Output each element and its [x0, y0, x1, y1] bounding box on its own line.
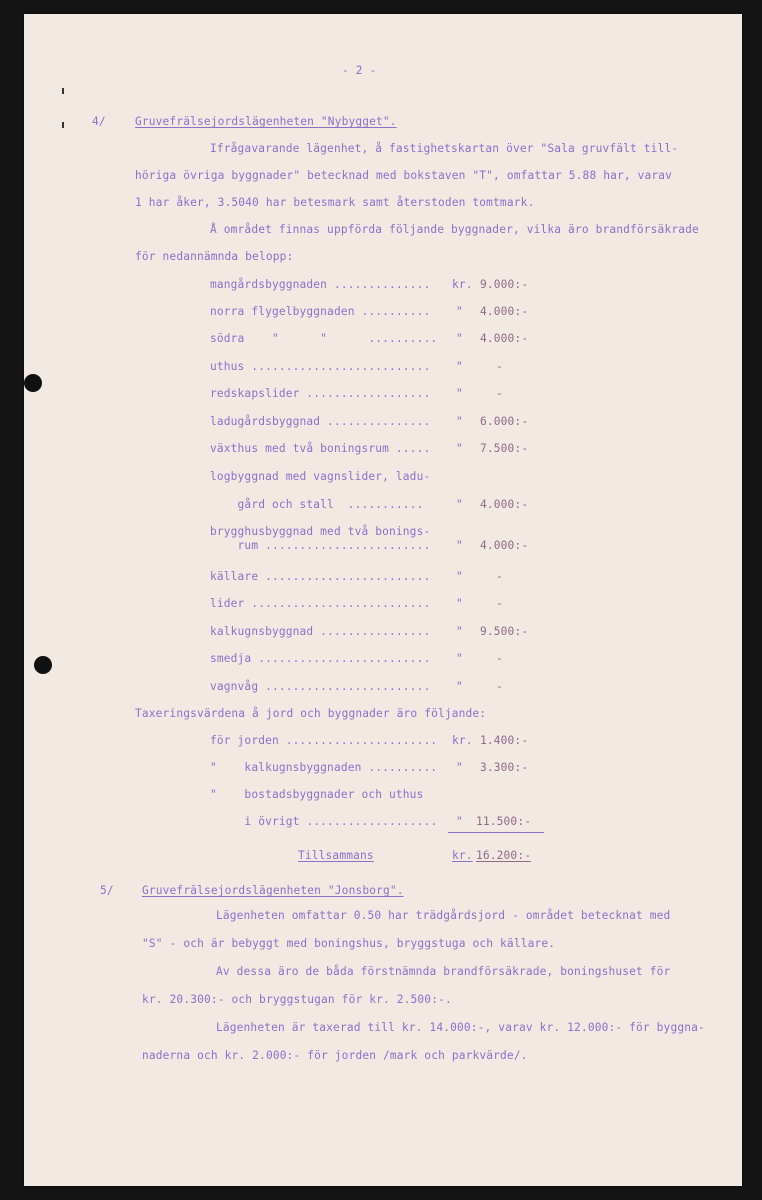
tax-amount: 3.300:-	[480, 761, 529, 774]
paragraph-line: naderna och kr. 2.000:- för jorden /mark och parkvärde/.	[142, 1049, 528, 1062]
tax-amount: 1.400:-	[480, 734, 529, 747]
tax-amount: 11.500:-	[476, 815, 532, 828]
currency-mark: "	[456, 387, 463, 400]
margin-mark	[62, 122, 64, 128]
building-amount: 4.000:-	[480, 539, 529, 552]
currency-mark: "	[456, 761, 463, 774]
punch-hole	[24, 374, 42, 392]
building-label: växthus med två boningsrum .....	[210, 442, 431, 455]
currency-mark: "	[456, 680, 463, 693]
paragraph-line: 1 har åker, 3.5040 har betesmark samt återstoden tomtmark.	[135, 196, 535, 209]
building-amount: -	[496, 597, 503, 610]
building-amount: 9.500:-	[480, 625, 529, 638]
section-heading: Gruvefrälsejordslägenheten "Jonsborg".	[142, 884, 404, 897]
building-amount: 4.000:-	[480, 332, 529, 345]
currency-mark: "	[456, 498, 463, 511]
total-amount: 16.200:-	[476, 849, 532, 862]
building-amount: 4.000:-	[480, 305, 529, 318]
currency-mark: "	[456, 815, 463, 828]
building-amount: -	[496, 387, 503, 400]
tax-intro: Taxeringsvärdena å jord och byggnader äro följande:	[135, 707, 487, 720]
currency-mark: kr.	[452, 849, 473, 862]
total-label: Tillsammans	[298, 849, 374, 862]
page-number: - 2 -	[342, 64, 377, 77]
currency-mark: "	[456, 360, 463, 373]
building-label: norra flygelbyggnaden ..........	[210, 305, 431, 318]
building-label: rum ........................	[210, 539, 431, 552]
currency-mark: "	[456, 415, 463, 428]
tax-label: " kalkugnsbyggnaden ..........	[210, 761, 438, 774]
building-label: södra " " ..........	[210, 332, 438, 345]
building-label: gård och stall ...........	[210, 498, 424, 511]
building-label: redskapslider ..................	[210, 387, 431, 400]
building-label: ladugårdsbyggnad ...............	[210, 415, 431, 428]
building-label: mangårdsbyggnaden ..............	[210, 278, 431, 291]
building-label: smedja .........................	[210, 652, 431, 665]
currency-mark: "	[456, 570, 463, 583]
paragraph-line: Av dessa äro de båda förstnämnda brandförsäkrade, boningshuset för	[216, 965, 671, 978]
tax-label: " bostadsbyggnader och uthus	[210, 788, 424, 801]
paragraph-line: Lägenheten är taxerad till kr. 14.000:-, varav kr. 12.000:- för byggna-	[216, 1021, 705, 1034]
paragraph-line: "S" - och är bebyggt med boningshus, bryggstuga och källare.	[142, 937, 556, 950]
building-label: uthus ..........................	[210, 360, 431, 373]
currency-mark: "	[456, 539, 463, 552]
building-amount: 7.500:-	[480, 442, 529, 455]
currency-mark: "	[456, 652, 463, 665]
building-label: brygghusbyggnad med två bonings-	[210, 525, 431, 538]
currency-mark: "	[456, 442, 463, 455]
currency-mark: "	[456, 625, 463, 638]
section-number: 5/	[100, 884, 114, 897]
paragraph-line: för nedannämnda belopp:	[135, 250, 294, 263]
currency-mark: kr.	[452, 278, 473, 291]
building-label: kalkugnsbyggnad ................	[210, 625, 431, 638]
paragraph-line: Lägenheten omfattar 0.50 har trädgårdsjord - området betecknat med	[216, 909, 671, 922]
paragraph-line: Ifrågavarande lägenhet, å fastighetskartan över "Sala gruvfält till-	[210, 142, 679, 155]
tax-label: för jorden ......................	[210, 734, 438, 747]
building-label: lider ..........................	[210, 597, 431, 610]
paragraph-line: höriga övriga byggnader" betecknad med bokstaven "T", omfattar 5.88 har, varav	[135, 169, 673, 182]
paragraph-line: Å området finnas uppförda följande byggnader, vilka äro brandförsäkrade	[210, 223, 699, 236]
building-amount: 6.000:-	[480, 415, 529, 428]
currency-mark: "	[456, 332, 463, 345]
document-page	[24, 14, 742, 1186]
building-amount: 4.000:-	[480, 498, 529, 511]
building-label: vagnvåg ........................	[210, 680, 431, 693]
paragraph-line: kr. 20.300:- och bryggstugan för kr. 2.500:-.	[142, 993, 452, 1006]
tax-label: i övrigt ...................	[210, 815, 438, 828]
building-amount: 9.000:-	[480, 278, 529, 291]
section-number: 4/	[92, 115, 106, 128]
currency-mark: "	[456, 305, 463, 318]
punch-hole	[34, 656, 52, 674]
margin-mark	[62, 88, 64, 94]
building-amount: -	[496, 360, 503, 373]
currency-mark: "	[456, 597, 463, 610]
building-label: källare ........................	[210, 570, 431, 583]
building-amount: -	[496, 680, 503, 693]
building-amount: -	[496, 570, 503, 583]
building-label: logbyggnad med vagnslider, ladu-	[210, 470, 431, 483]
currency-mark: kr.	[452, 734, 473, 747]
building-amount: -	[496, 652, 503, 665]
sum-rule	[448, 832, 544, 833]
section-heading: Gruvefrälsejordslägenheten "Nybygget".	[135, 115, 397, 128]
